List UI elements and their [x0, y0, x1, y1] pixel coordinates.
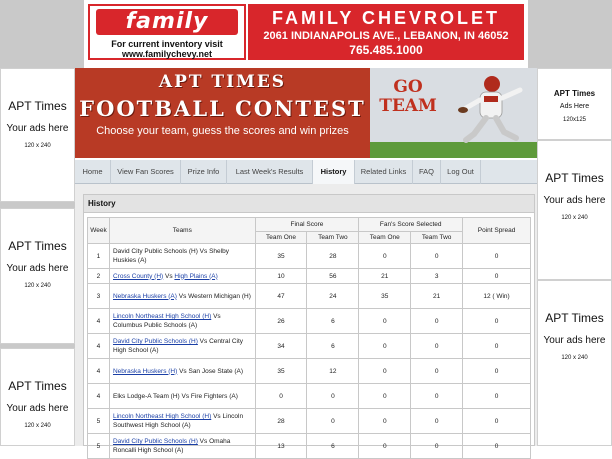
contest-header: [75, 68, 537, 158]
ad-body: Your ads here: [6, 263, 69, 274]
point-spread: 0: [463, 309, 531, 334]
fan-score-team-one: 0: [359, 434, 411, 459]
nav-faq[interactable]: FAQ: [413, 160, 441, 184]
ad-title: APT Times: [8, 99, 67, 113]
teams-cell: [109, 269, 255, 284]
teams-cell: [109, 244, 255, 269]
team-two-name: Columbus Public Schools (A): [112, 322, 198, 329]
col-final-score: Final Score: [255, 218, 359, 232]
right-ad-small[interactable]: [537, 68, 612, 140]
ad-size: 120x125: [562, 117, 587, 123]
point-spread: 0: [463, 434, 531, 459]
dealer-phone: 765.485.1000: [349, 43, 423, 57]
history-rows: [88, 244, 531, 459]
nav-history[interactable]: History: [313, 160, 355, 184]
dealer-logo[interactable]: [88, 4, 246, 60]
teams-cell: [109, 384, 255, 409]
ad-size: 120 x 240: [561, 355, 588, 361]
final-score-team-two: 12: [307, 359, 359, 384]
table-row: [88, 309, 531, 334]
ad-title: APT Times: [545, 311, 604, 325]
final-score-team-one: 28: [255, 409, 307, 434]
main-nav: [75, 160, 537, 184]
point-spread: 0: [463, 244, 531, 269]
team-two-name: Western Michigan (H): [188, 292, 251, 300]
week-cell: 5: [88, 434, 110, 459]
dealer-website[interactable]: www.familychevy.net: [121, 49, 213, 59]
col-point-spread: Point Spread: [463, 218, 531, 244]
teams-cell: [109, 409, 255, 434]
table-row: [88, 284, 531, 309]
fan-score-team-two: 0: [411, 334, 463, 359]
ad-title: APT Times: [545, 171, 604, 185]
history-panel: [83, 194, 535, 454]
final-score-team-one: 35: [255, 244, 307, 269]
content-area: [75, 184, 537, 454]
teams-cell: [109, 434, 255, 459]
team-one-name[interactable]: David City Public Schools (H): [112, 338, 198, 345]
point-spread: 0: [463, 359, 531, 384]
col-fan-team-two: Team Two: [411, 232, 463, 244]
team-two-name[interactable]: High Plains (A): [174, 272, 218, 280]
table-row: [88, 434, 531, 459]
versus-text: Vs: [177, 367, 189, 375]
right-ad-2[interactable]: [537, 280, 612, 446]
point-spread: 0: [463, 269, 531, 284]
team-one-name[interactable]: Cross County (H): [112, 272, 164, 280]
table-row: [88, 334, 531, 359]
contest-tagline: Choose your team, guess the scores and win prizes: [96, 125, 349, 137]
team-two-name: Lincoln Southwest High School (A): [112, 413, 244, 429]
team-one-name[interactable]: David City Public Schools (H): [112, 438, 198, 445]
contest-title: APT TIMES: [158, 72, 287, 92]
ad-size: 120 x 240: [24, 283, 51, 289]
week-cell: 4: [88, 384, 110, 409]
nav-view-fan-scores[interactable]: View Fan Scores: [111, 160, 181, 184]
team-one-name: Elks Lodge-A Team (H): [112, 392, 180, 400]
dealer-logo-caption: For current inventory visit: [111, 39, 223, 49]
fan-score-team-one: 0: [359, 409, 411, 434]
teams-cell: [109, 359, 255, 384]
history-table: [87, 217, 531, 459]
week-cell: 4: [88, 334, 110, 359]
week-cell: 4: [88, 309, 110, 334]
final-score-team-one: 0: [255, 384, 307, 409]
teams-cell: [109, 284, 255, 309]
fan-score-team-one: 0: [359, 244, 411, 269]
point-spread: 12 ( Win): [463, 284, 531, 309]
final-score-team-one: 35: [255, 359, 307, 384]
team-two-name: Fire Fighters (A): [190, 392, 238, 400]
final-score-team-one: 34: [255, 334, 307, 359]
football-player-icon: [370, 68, 537, 158]
left-ad-3[interactable]: [0, 348, 75, 446]
week-cell: 1: [88, 244, 110, 269]
final-score-team-two: 6: [307, 309, 359, 334]
team-one-name[interactable]: Nebraska Huskers (H): [112, 367, 178, 375]
final-score-team-two: 24: [307, 284, 359, 309]
final-score-team-two: 6: [307, 334, 359, 359]
versus-text: Vs: [163, 272, 175, 280]
fan-score-team-two: 3: [411, 269, 463, 284]
history-title: History: [84, 195, 534, 213]
fan-score-team-one: 0: [359, 334, 411, 359]
fan-score-team-one: 35: [359, 284, 411, 309]
fan-score-team-two: 0: [411, 434, 463, 459]
fan-score-team-one: 0: [359, 359, 411, 384]
ad-size: 120 x 240: [24, 143, 51, 149]
ad-body: Your ads here: [6, 123, 69, 134]
versus-text: Vs: [197, 248, 210, 255]
ad-size: 120 x 240: [24, 423, 51, 429]
ad-body: Your ads here: [543, 195, 606, 206]
ad-body: Your ads here: [6, 403, 69, 414]
nav-related-links[interactable]: Related Links: [355, 160, 413, 184]
final-score-team-two: 28: [307, 244, 359, 269]
point-spread: 0: [463, 409, 531, 434]
fan-score-team-two: 0: [411, 244, 463, 269]
ad-title: APT Times: [553, 89, 596, 98]
fan-score-team-two: 21: [411, 284, 463, 309]
table-row: [88, 409, 531, 434]
nav-last-weeks-results[interactable]: Last Week's Results: [227, 160, 313, 184]
team-one-name: David City Public Schools (H): [112, 248, 198, 255]
fan-score-team-one: 0: [359, 384, 411, 409]
col-week: Week: [88, 218, 110, 244]
table-row: [88, 244, 531, 269]
team-two-name: San Jose State (A): [188, 367, 244, 375]
fan-score-team-two: 0: [411, 309, 463, 334]
dealer-address: 2061 INDIANAPOLIS AVE., LEBANON, IN 46052: [263, 30, 509, 42]
dealer-info: [248, 4, 524, 60]
point-spread: 0: [463, 334, 531, 359]
contest-title-block: [75, 68, 370, 158]
col-final-team-one: Team One: [255, 232, 307, 244]
teams-cell: [109, 309, 255, 334]
fan-score-team-two: 0: [411, 409, 463, 434]
top-right-filler: [528, 0, 612, 68]
versus-text: Vs: [176, 292, 189, 300]
top-left-filler: [0, 0, 84, 68]
dealer-logo-word: family: [96, 9, 238, 35]
fan-score-team-one: 0: [359, 309, 411, 334]
team-two-name: Shelby Huskies (A): [112, 248, 229, 264]
nav-prize-info[interactable]: Prize Info: [181, 160, 227, 184]
ad-size: 120 x 240: [561, 215, 588, 221]
table-row: [88, 384, 531, 409]
team-one-name[interactable]: Nebraska Huskers (A): [112, 292, 177, 300]
final-score-team-two: 56: [307, 269, 359, 284]
ad-title: APT Times: [8, 379, 67, 393]
versus-text: Vs: [197, 438, 210, 445]
nav-log-out[interactable]: Log Out: [441, 160, 481, 184]
final-score-team-one: 13: [255, 434, 307, 459]
versus-text: Vs: [197, 338, 210, 345]
contest-subtitle: FOOTBALL CONTEST: [79, 96, 366, 121]
versus-text: Vs: [211, 313, 221, 320]
go-team-image: [370, 68, 537, 158]
ad-body: Ads Here: [559, 103, 590, 110]
week-cell: 2: [88, 269, 110, 284]
table-row: [88, 269, 531, 284]
final-score-team-two: 0: [307, 384, 359, 409]
final-score-team-one: 10: [255, 269, 307, 284]
final-score-team-one: 26: [255, 309, 307, 334]
final-score-team-two: 0: [307, 409, 359, 434]
point-spread: 0: [463, 384, 531, 409]
dealer-banner-ad[interactable]: [88, 4, 524, 60]
right-ad-1[interactable]: [537, 140, 612, 280]
ad-title: APT Times: [8, 239, 67, 253]
week-cell: 3: [88, 284, 110, 309]
team-one-name[interactable]: Lincoln Northeast High School (H): [112, 313, 212, 320]
table-row: [88, 359, 531, 384]
week-cell: 5: [88, 409, 110, 434]
fan-score-team-one: 21: [359, 269, 411, 284]
col-final-team-two: Team Two: [307, 232, 359, 244]
col-fan-team-one: Team One: [359, 232, 411, 244]
go-team-text: GO TEAM: [379, 77, 437, 116]
team-two-name: Omaha Roncalli High School (A): [112, 438, 231, 454]
week-cell: 4: [88, 359, 110, 384]
team-one-name[interactable]: Lincoln Northeast High School (H): [112, 413, 212, 420]
left-ad-2[interactable]: [0, 208, 75, 344]
col-teams: Teams: [109, 218, 255, 244]
versus-text: Vs: [211, 413, 223, 420]
nav-home[interactable]: Home: [75, 160, 111, 184]
col-fan-score: Fan's Score Selected: [359, 218, 463, 232]
team-two-name: Central City High School (A): [112, 338, 244, 354]
fan-score-team-two: 0: [411, 384, 463, 409]
versus-text: Vs: [179, 392, 191, 400]
final-score-team-one: 47: [255, 284, 307, 309]
fan-score-team-two: 0: [411, 359, 463, 384]
ad-body: Your ads here: [543, 335, 606, 346]
teams-cell: [109, 334, 255, 359]
final-score-team-two: 6: [307, 434, 359, 459]
dealer-name: FAMILY CHEVROLET: [271, 8, 501, 28]
left-ad-1[interactable]: [0, 68, 75, 202]
